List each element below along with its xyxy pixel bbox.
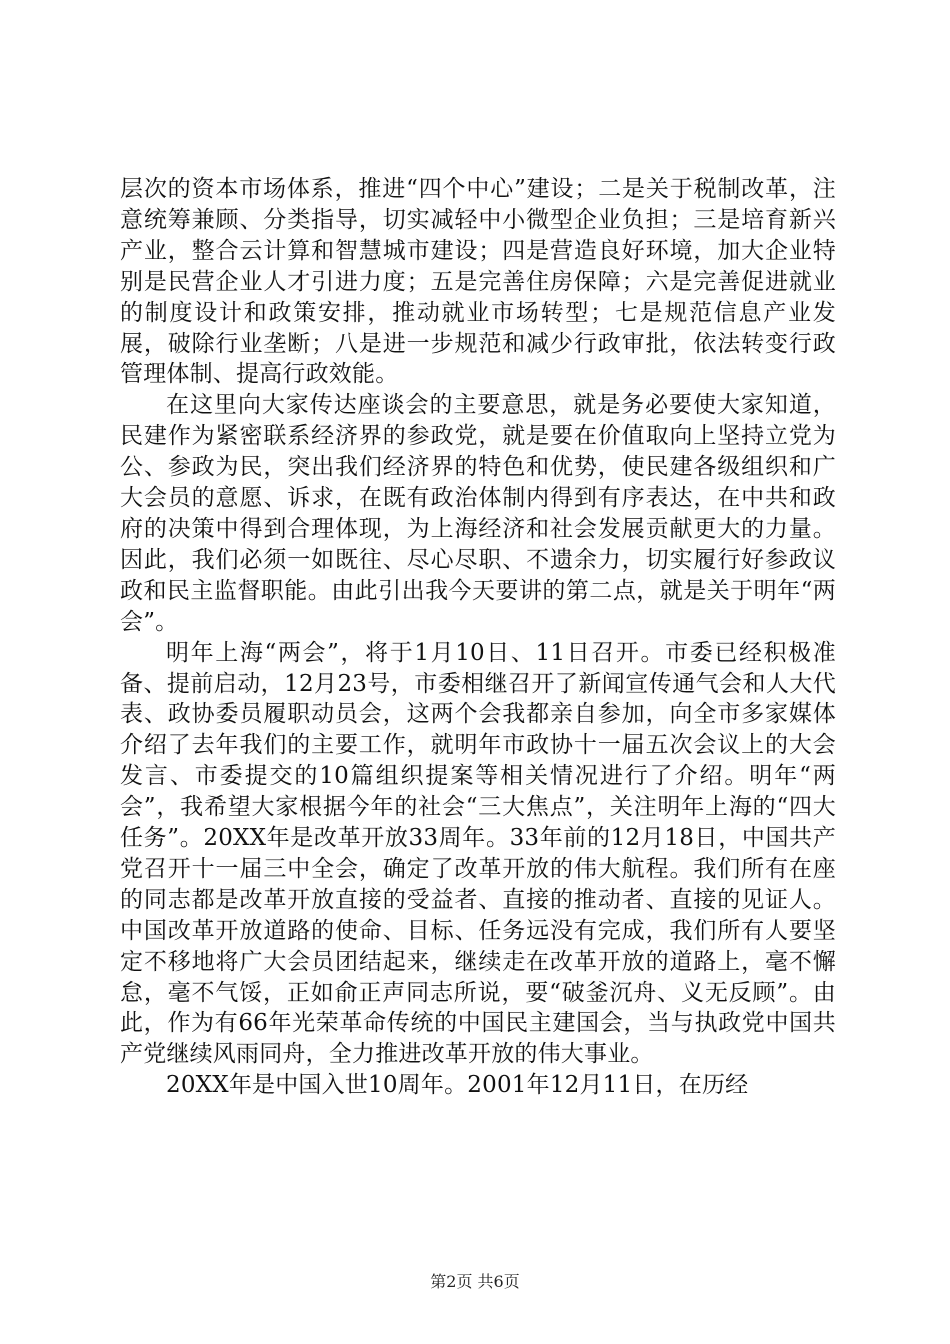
page-footer: 第2页 共6页: [430, 1272, 520, 1291]
paragraph-two-sessions: 明年上海“两会”，将于1月10日、11日召开。市委已经积极准备、提前启动，12月23号，市委相继召开了新闻宣传通气会和人大代表、政协委员履职动员会，这两个会我都亲自参加，向全市多家媒体介绍了去年我们的主要工作，就明年市政协十一届五次会议上的大会发言、市委提交的10篇组织提案等相关情况进行了介绍。明年“两会”，我希望大家根据今年的社会“三大焦点”，关注明年上海的“四大任务”。20XX年是改革开放33周年。33年前的12月18日，中国共产党召开十一届三中全会，确定了改革开放的伟大航程。我们所有在座的同志都是改革开放直接的受益者、直接的推动者、直接的见证人。中国改革开放道路的使命、目标、任务远没有完成，我们所有人要坚定不移地将广大会员团结起来，继续走在改革开放的道路上，毫不懈怠，毫不气馁，正如俞正声同志所说，要“破釜沉舟、义无反顾”。由此，作为有66年光荣革命传统的中国民主建国会，当与执政党中国共产党继续风雨同舟，全力推进改革开放的伟大事业。: [120, 639, 836, 1068]
paragraph-wto-anniversary: 20XX年是中国入世10周年。2001年12月11日，在历经: [166, 1072, 749, 1099]
paragraph-seminar-summary: 在这里向大家传达座谈会的主要意思，就是务必要使大家知道，民建作为紧密联系经济界的参政党，就是要在价值取向上坚持立党为公、参政为民，突出我们经济界的特色和优势，使民建各级组织和广大会员的意愿、诉求，在既有政治体制内得到有序表达，在中共和政府的决策中得到合理体现，为上海经济和社会发展贡献更大的力量。因此，我们必须一如既往、尽心尽职、不遗余力，切实履行好参政议政和民主监督职能。由此引出我今天要讲的第二点，就是关于明年“两会”。: [120, 392, 836, 635]
paragraph-continuation: 层次的资本市场体系，推进“四个中心”建设；二是关于税制改革，注意统筹兼顾、分类指导，切实减轻中小微型企业负担；三是培育新兴产业，整合云计算和智慧城市建设；四是营造良好环境，加大企业特别是民营企业人才引进力度；五是完善住房保障；六是完善促进就业的制度设计和政策安排，推动就业市场转型；七是规范信息产业发展，破除行业垄断；八是进一步规范和减少行政审批，依法转变行政管理体制、提高行政效能。: [120, 176, 836, 388]
document-body: [120, 174, 836, 1101]
